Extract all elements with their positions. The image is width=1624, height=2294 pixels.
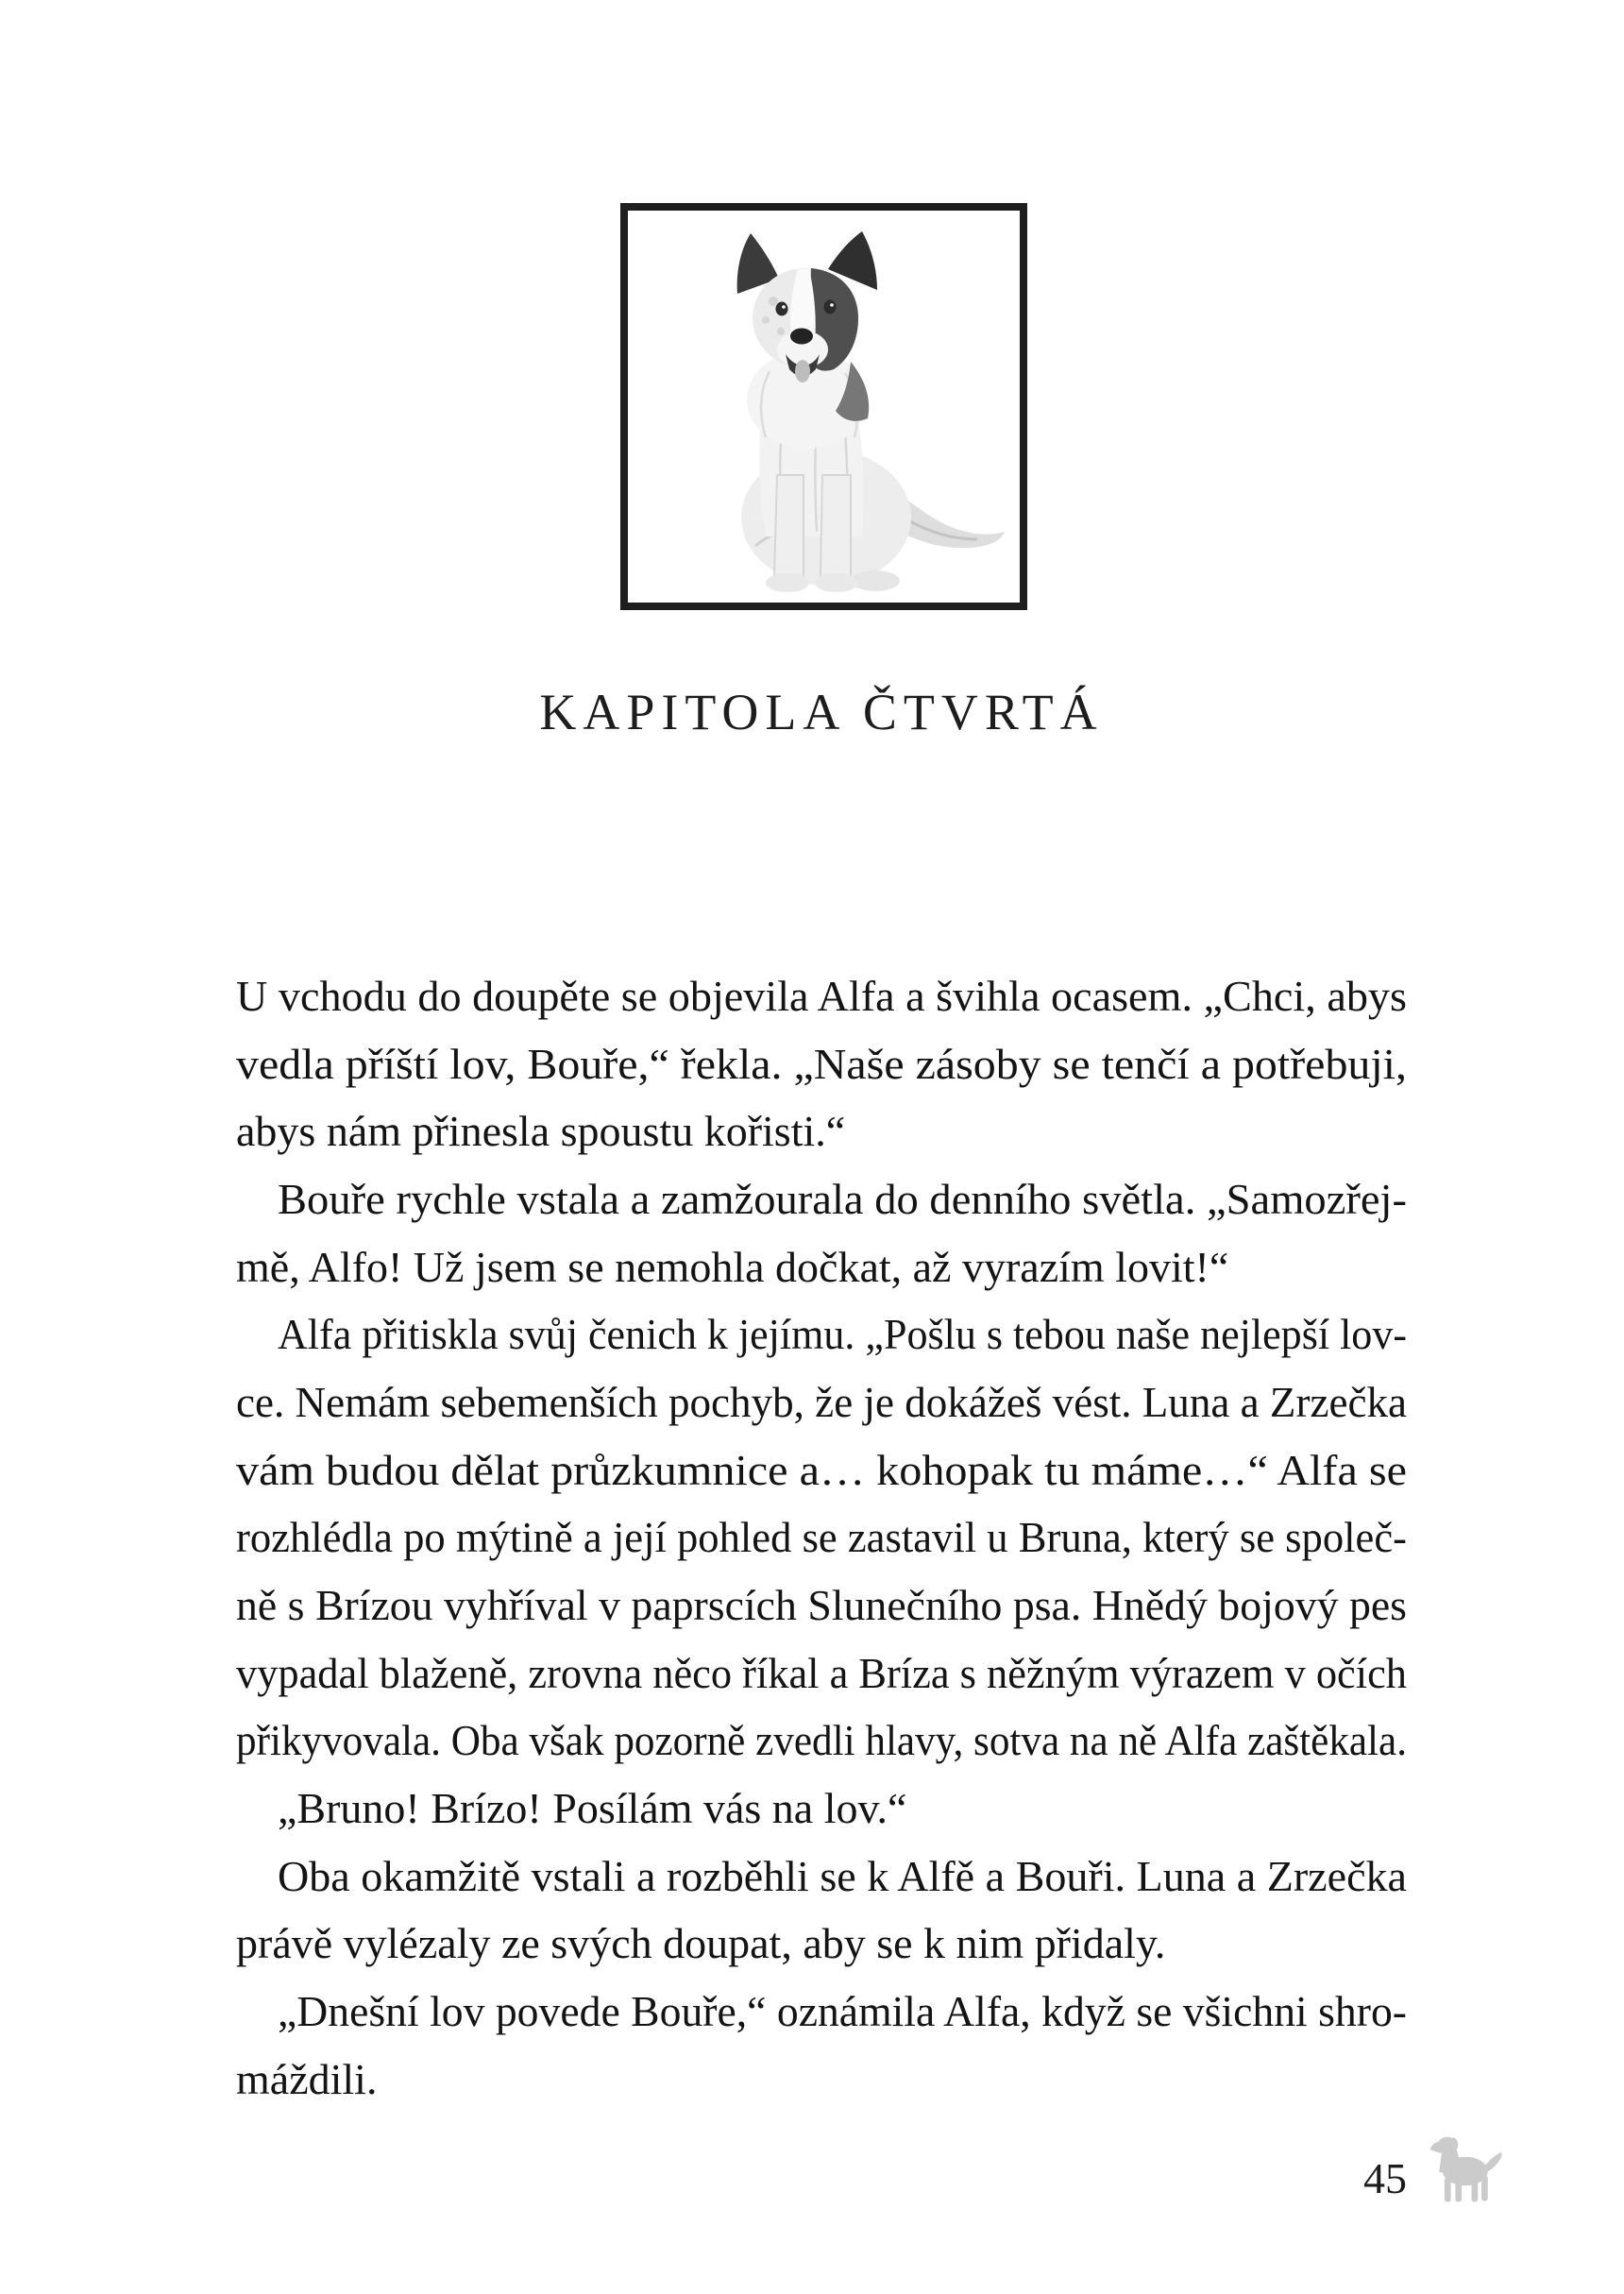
text-line: ce. Nemám sebemenších pochyb, že je dokážeš vést. Luna a Zrzečka — [236, 1378, 1407, 1426]
chapter-heading: KAPITOLA ČTVRTÁ — [539, 684, 1104, 740]
body-text — [236, 944, 1407, 2134]
text-line: „Bruno! Brízo! Posílám vás na lov.“ — [278, 1784, 907, 1832]
text-line: vám budou dělat průzkumnice a… kohopak tu máme…“ Alfa se — [236, 1446, 1407, 1494]
text-line: U vchodu do doupěte se objevila Alfa a švihla ocasem. „Chci, abys — [236, 972, 1407, 1020]
chapter-illustration-frame — [620, 203, 1027, 610]
text-line: přikyvovala. Oba však pozorně zvedli hlavy, sotva na ně Alfa zaštěkala. — [236, 1716, 1407, 1764]
text-line: vypadal blaženě, zrovna něco říkal a Bríza s něžným výrazem v očích — [236, 1649, 1407, 1697]
page-number: 45 — [1363, 2154, 1407, 2202]
text-line: Oba okamžitě vstali a rozběhli se k Alfě a Bouři. Luna a Zrzečka — [278, 1852, 1407, 1900]
text-line: Bouře rychle vstala a zamžourala do denního světla. „Samozřej- — [278, 1175, 1407, 1223]
dog-photo-illustration — [628, 211, 1020, 603]
text-line: ně s Brízou vyhříval v paprscích Slunečního psa. Hnědý bojový pes — [236, 1581, 1407, 1629]
text-line: právě vylézaly ze svých doupat, aby se k nim přidaly. — [236, 1919, 1166, 1967]
text-line: abys nám přinesla spoustu kořisti.“ — [236, 1107, 846, 1155]
text-line: máždili. — [236, 2055, 378, 2103]
text-line: Alfa přitiskla svůj čenich k jejímu. „Pošlu s tebou naše nejlepší lov- — [278, 1310, 1407, 1358]
text-line: rozhlédla po mýtině a její pohled se zastavil u Bruna, který se společ- — [236, 1513, 1407, 1561]
text-line: mě, Alfo! Už jsem se nemohla dočkat, až vyrazím lovit!“ — [236, 1243, 1229, 1291]
text-line: vedla příští lov, Bouře,“ řekla. „Naše zásoby se tenčí a potřebuji, — [236, 1040, 1407, 1088]
dog-silhouette-icon — [1422, 2131, 1503, 2212]
text-line: „Dnešní lov povede Bouře,“ oznámila Alfa, když se všichni shro- — [278, 1987, 1407, 2035]
